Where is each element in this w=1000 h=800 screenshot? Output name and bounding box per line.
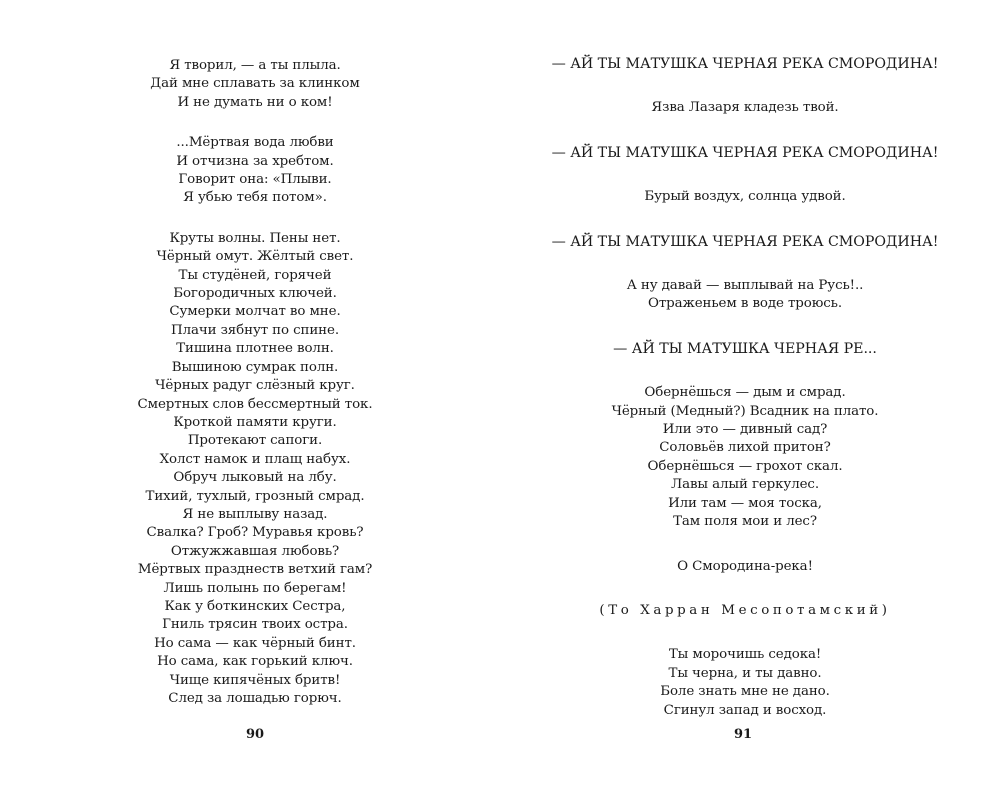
verse-line: Тишина плотнее волн.: [176, 341, 334, 357]
refrain-line: — АЙ ТЫ МАТУШКА ЧЕРНАЯ РЕ...: [613, 340, 877, 357]
verse-line: Но сама — как чёрный бинт.: [154, 635, 356, 651]
verse-line: Вышиною сумрак полн.: [171, 359, 339, 375]
verse-line: Ты студёней, горячей: [178, 267, 332, 283]
verse-line: Свалка? Гроб? Муравья кровь?: [146, 525, 364, 541]
verse-line: Чёрный омут. Жёлтый свет.: [156, 249, 354, 265]
page-number-left: 90: [245, 727, 265, 742]
verse-line: Отжужжавшая любовь?: [170, 543, 340, 559]
verse-line: И отчизна за хребтом.: [176, 153, 334, 169]
verse-line: Лишь полынь по берегам!: [163, 580, 347, 596]
verse-line: Богородичных ключей.: [173, 286, 337, 302]
verse-line: Я не выплыву назад.: [182, 506, 328, 522]
stanza-gap: [545, 118, 945, 144]
refrain-line: — АЙ ТЫ МАТУШКА ЧЕРНАЯ РЕКА СМОРОДИНА!: [551, 144, 939, 161]
verse-line: И не думать ни о ком!: [177, 94, 333, 110]
verse-line: Обернёшься — грохот скал.: [647, 458, 843, 474]
verse-line: О Смородина-река!: [677, 558, 813, 574]
stanza-gap: [105, 208, 405, 230]
verse-line: Обернёшься — дым и смрад.: [644, 385, 846, 401]
stanza-gap: [545, 251, 945, 277]
stanza-gap: [545, 162, 945, 188]
verse-line: Чёрных радуг слёзный круг.: [155, 378, 355, 394]
left-poem-column: [105, 57, 405, 708]
page-number-right: 91: [733, 727, 753, 742]
verse-line: Чище кипячёных бритв!: [169, 672, 341, 688]
verse-line: Но сама, как горький ключ.: [157, 654, 353, 670]
verse-line: Гниль трясин твоих остра.: [162, 617, 348, 633]
stanza-gap: [545, 576, 945, 602]
stanza-2: [105, 134, 405, 208]
stanza-gap: [105, 112, 405, 134]
verse-line: Отраженьем в воде троюсь.: [647, 296, 843, 312]
stanza-3: [105, 230, 405, 709]
verse-line: Как у боткинских Сестра,: [164, 598, 346, 614]
verse-line: Или это — дивный сад?: [662, 422, 828, 438]
verse-line: Соловьёв лихой притон?: [659, 440, 831, 456]
verse-line: Чёрный (Медный?) Всадник на плато.: [611, 403, 879, 419]
verse-line: Там поля мои и лес?: [673, 514, 817, 530]
right-page: [500, 0, 1000, 800]
verse-line: Сумерки молчат во мне.: [169, 304, 341, 320]
stanza-gap: [545, 314, 945, 340]
stanza-gap: [545, 532, 945, 558]
verse-line: Язва Лазаря кладезь твой.: [651, 100, 839, 116]
verse-line: ...Мёртвая вода любви: [176, 135, 334, 151]
verse-line: Тихий, тухлый, грозный смрад.: [145, 488, 365, 504]
verse-line: Кроткой памяти круги.: [173, 414, 337, 430]
stanza-gap: [545, 73, 945, 99]
verse-line: Мёртвых празднеств ветхий гам?: [137, 562, 373, 578]
stanza-gap: [545, 358, 945, 384]
spaced-heading-line: (То Харран Месопотамский): [599, 602, 891, 618]
verse-line: Ты черна, и ты давно.: [668, 665, 822, 681]
stanza-gap: [545, 620, 945, 646]
verse-line: Говорит она: «Плыви.: [178, 172, 332, 188]
verse-line: Дай мне сплавать за клинком: [150, 76, 360, 92]
right-poem-column: [545, 55, 945, 720]
verse-line: Сгинул запад и восход.: [663, 702, 827, 718]
verse-line: Плачи зябнут по спине.: [171, 322, 339, 338]
verse-line: След за лошадью горюч.: [168, 691, 342, 706]
verse-line: Лавы алый геркулес.: [671, 477, 819, 493]
verse-line: Боле знать мне не дано.: [660, 684, 830, 700]
verse-line: Я убью тебя потом».: [183, 190, 327, 206]
stanza-gap: [545, 207, 945, 233]
verse-line: А ну давай — выплывай на Русь!..: [626, 278, 864, 294]
verse-line: Круты волны. Пены нет.: [169, 230, 341, 246]
verse-line: Бурый воздух, солнца удвой.: [644, 189, 846, 205]
verse-line: Смертных слов бессмертный ток.: [137, 396, 373, 412]
verse-line: Протекают сапоги.: [187, 433, 323, 449]
verse-line: Ты морочишь седока!: [668, 647, 822, 663]
verse-line: Я творил, — а ты плыла.: [169, 58, 341, 73]
refrain-line: — АЙ ТЫ МАТУШКА ЧЕРНАЯ РЕКА СМОРОДИНА!: [551, 56, 939, 72]
verse-line: Обруч лыковый на лбу.: [173, 470, 337, 486]
refrain-line: — АЙ ТЫ МАТУШКА ЧЕРНАЯ РЕКА СМОРОДИНА!: [551, 233, 939, 250]
stanza-1: [105, 57, 405, 112]
verse-line: Или там — моя тоска,: [668, 495, 822, 511]
verse-line: Холст намок и плащ набух.: [159, 451, 351, 467]
